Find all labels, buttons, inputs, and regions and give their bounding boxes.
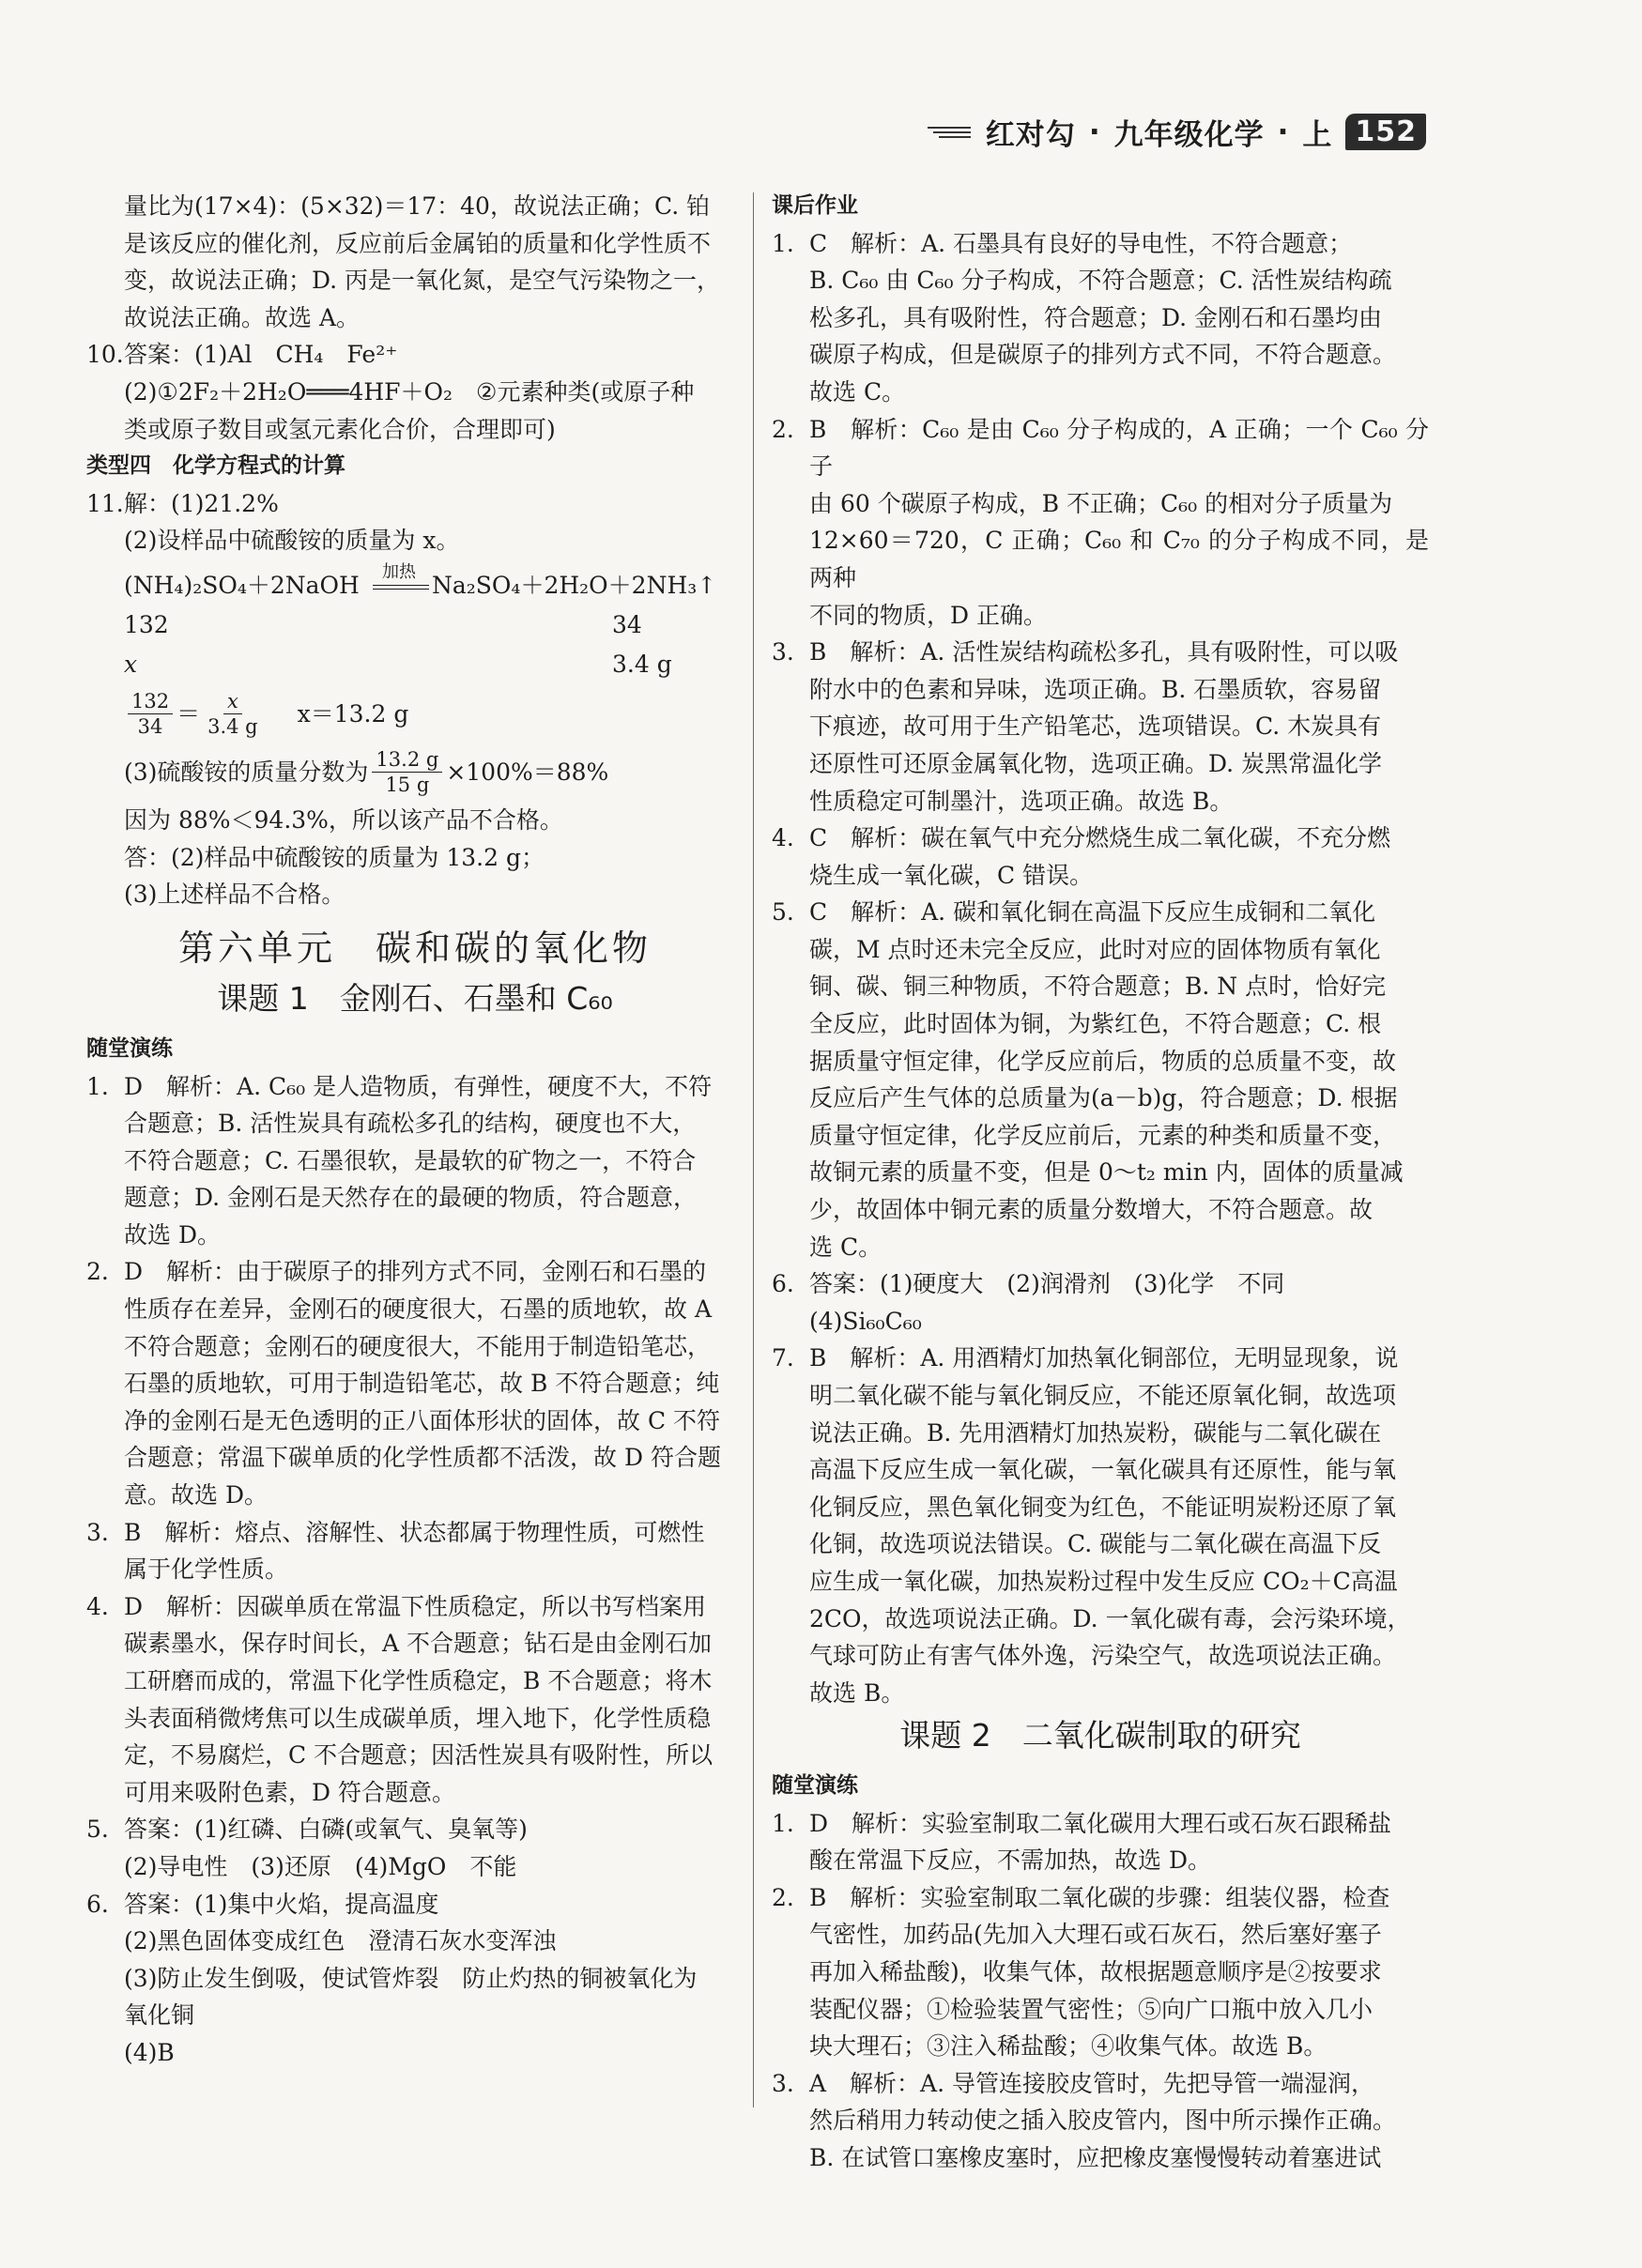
text-line: (3)防止发生倒吸，使试管炸裂 防止灼热的铜被氧化为 xyxy=(124,1964,698,1992)
text-line: B. C₆₀ 由 C₆₀ 分子构成，不符合题意；C. 活性炭结构疏 xyxy=(809,267,1392,295)
text-line: 还原性可还原金属氧化物，选项正确。D. 炭黑常温化学 xyxy=(809,749,1383,777)
lesson-title: 课题 1 金刚石、石墨和 C₆₀ xyxy=(217,980,613,1018)
text-line: B 解析：C₆₀ 是由 C₆₀ 分子构成的，A 正确；一个 C₆₀ 分子 xyxy=(809,415,1429,481)
page-number: 152 xyxy=(1345,114,1426,150)
unknown-x: x xyxy=(124,650,138,678)
question-number: 1. xyxy=(772,229,794,257)
unit-title: 第六单元 碳和碳的氧化物 xyxy=(177,927,652,969)
equation-arrow xyxy=(373,585,429,590)
text-line: 故说法正确。故选 A。 xyxy=(124,303,361,331)
text-line: 答案：(1)硬度大 (2)润滑剂 (3)化学 不同 xyxy=(809,1270,1285,1298)
ratio-calculation xyxy=(86,685,744,743)
answer-item xyxy=(86,1253,744,1513)
text-line: (4)Si₆₀C₆₀ xyxy=(809,1307,922,1335)
decorative-lines-icon xyxy=(926,123,973,142)
text-line: 类或原子数目或氢元素化合价，合理即可) xyxy=(124,415,556,443)
text-line: 题意；D. 金刚石是天然存在的最硬的物质，符合题意， xyxy=(124,1184,698,1212)
text-line: 故选 C。 xyxy=(809,377,906,406)
equation-unknowns xyxy=(86,646,744,685)
question-number: 10. xyxy=(86,341,124,369)
subject-name: 九年级化学 xyxy=(1113,118,1265,152)
text-line: 属于化学性质。 xyxy=(124,1555,289,1584)
text-line: 明二氧化碳不能与氧化铜反应，不能还原氧化铜，故选项 xyxy=(809,1382,1397,1409)
text-line: 石墨的质地软，可用于制造铅笔芯，故 B 不符合题意；纯 xyxy=(124,1370,720,1398)
text-line: 定，不易腐烂，C 不合题意；因活性炭具有吸附性，所以 xyxy=(124,1741,714,1770)
answer-item xyxy=(772,2065,1429,2177)
text-line: 全反应，此时固体为铜，为紫红色，不符合题意；C. 根 xyxy=(809,1010,1382,1038)
text-line: 然后稍用力转动使之插入胶皮管内，图中所示操作正确。 xyxy=(809,2107,1397,2135)
text-line: D 解析：因碳单质在常温下性质稳定，所以书写档案用 xyxy=(124,1592,707,1620)
fraction-numerator: 13.2 g xyxy=(372,747,442,773)
text-line: 2CO，故选项说法正确。D. 一氧化碳有毒，会污染环境， xyxy=(809,1604,1411,1632)
fraction-denominator: 15 g xyxy=(385,774,430,797)
equation-reactants: (NH₄)₂SO₄＋2NaOH xyxy=(124,571,360,599)
text-line: 答案：(1)Al CH₄ Fe²⁺ xyxy=(124,341,398,369)
text-line: 高温下反应生成一氧化碳，一氧化碳具有还原性，能与氧 xyxy=(809,1456,1397,1484)
question-number: 1. xyxy=(86,1072,109,1100)
fraction-numerator: x xyxy=(223,689,242,714)
answer-item xyxy=(86,1886,744,2072)
text-line: 故铜元素的质量不变，但是 0～t₂ min 内，固体的质量减 xyxy=(809,1158,1404,1187)
text-line: 酸在常温下反应，不需加热，故选 D。 xyxy=(809,1847,1211,1875)
answer-item xyxy=(772,225,1429,411)
text-line: (4)B xyxy=(124,2038,175,2066)
section-label-practice: 随堂演练 xyxy=(86,1035,173,1061)
text-line: (2)设样品中硫酸铵的质量为 x。 xyxy=(124,527,460,555)
text-line: 下痕迹，故可用于生产铅笔芯，选项错误。C. 木炭具有 xyxy=(809,713,1382,741)
chemical-equation xyxy=(86,561,744,606)
text-line: 答案：(1)集中火焰，提高温度 xyxy=(124,1890,439,1918)
text-line: 12×60＝720，C 正确；C₆₀ 和 C₇₀ 的分子构成不同，是两种 xyxy=(809,527,1429,591)
text-line: C 解析：A. 石墨具有良好的导电性，不符合题意； xyxy=(809,229,1353,257)
text-line: 氧化铜 xyxy=(124,2001,195,2030)
answer-item xyxy=(86,1588,744,1812)
text-line: 不符合题意；金刚石的硬度很大，不能用于制造铅笔芯， xyxy=(124,1332,712,1360)
right-column xyxy=(772,188,1429,2176)
question-number: 2. xyxy=(772,1883,794,1911)
mass-ammonium-sulfate: 132 xyxy=(124,610,169,638)
text-line: 工研磨而成的，常温下化学性质稳定，B 不合题意；将木 xyxy=(124,1667,713,1694)
intro-paragraph xyxy=(86,188,744,336)
text-line: 头表面稍微烤焦可以生成碳单质，埋入地下，化学性质稳 xyxy=(124,1704,712,1732)
text-line: 烧生成一氧化碳，C 错误。 xyxy=(809,861,1094,889)
text-line: 意。故选 D。 xyxy=(124,1481,268,1509)
equals-sign: ＝ xyxy=(176,700,201,728)
equation-products: Na₂SO₄＋2H₂O＋2NH₃↑ xyxy=(432,571,717,599)
text-line: D 解析：A. C₆₀ 是人造物质，有弹性，硬度不大，不符 xyxy=(124,1072,713,1100)
text-line: 化铜反应，黑色氧化铜变为红色，不能证明炭粉还原了氧 xyxy=(809,1493,1397,1521)
answer-item xyxy=(86,1068,744,1254)
text-line: 碳原子构成，但是碳原子的排列方式不同，不符合题意。 xyxy=(809,341,1397,369)
text-line: C 解析：A. 碳和氧化铜在高温下反应生成铜和二氧化 xyxy=(809,898,1376,927)
text-line: B. 在试管口塞橡皮塞时，应把橡皮塞慢慢转动着塞进试 xyxy=(809,2143,1382,2171)
answer-item xyxy=(772,894,1429,1265)
text-line: 合题意；B. 活性炭具有疏松多孔的结构，硬度也不大， xyxy=(124,1110,697,1138)
text-line: 应生成一氧化碳，加热炭粉过程中发生反应 CO₂＋C高温 xyxy=(809,1567,1398,1595)
text-line: D 解析：实验室制取二氧化碳用大理石或石灰石跟稀盐 xyxy=(809,1809,1392,1837)
text-line: 化铜，故选项说法错误。C. 碳能与二氧化碳在高温下反 xyxy=(809,1530,1382,1558)
text-line: 铜、碳、铜三种物质，不符合题意；B. N 点时，恰好完 xyxy=(809,973,1387,1001)
text-line: B 解析：A. 用酒精灯加热氧化铜部位，无明显现象，说 xyxy=(809,1344,1399,1372)
answer-item xyxy=(772,820,1429,894)
text-line: 气球可防止有害气体外逸，污染空气，故选项说法正确。 xyxy=(809,1642,1397,1670)
question-number: 1. xyxy=(772,1809,794,1837)
question-number: 7. xyxy=(772,1344,794,1372)
question-number: 4. xyxy=(772,824,794,852)
answer-item xyxy=(772,1879,1429,2065)
question-number: 3. xyxy=(86,1518,109,1546)
text-line: 性质存在差异，金刚石的硬度很大，石墨的质地软，故 A xyxy=(124,1295,713,1324)
text-line: 碳，M 点时还未完全反应，此时对应的固体物质有氧化 xyxy=(809,935,1381,963)
mass-fraction-prefix: (3)硫酸铵的质量分数为 xyxy=(124,759,369,787)
fraction-numerator: 132 xyxy=(128,689,173,714)
header-separator: · xyxy=(1088,115,1101,149)
text-line: 可用来吸附色素，D 符合题意。 xyxy=(124,1778,455,1806)
equation-condition: 加热 xyxy=(382,561,416,582)
text-line: 碳素墨水，保存时间长，A 不合题意；钻石是由金刚石加 xyxy=(124,1630,713,1658)
page-header xyxy=(926,111,1426,153)
question-11 xyxy=(86,485,744,559)
text-line: 不同的物质，D 正确。 xyxy=(809,601,1047,629)
mass-fraction-calculation xyxy=(86,743,744,802)
text-line: (2)①2F₂＋2H₂O═══4HF＋O₂ ②元素种类(或原子种 xyxy=(124,377,695,406)
text-line: 块大理石；③注入稀盐酸；④收集气体。故选 B。 xyxy=(809,2032,1327,2061)
known-ammonia-mass: 3.4 g xyxy=(612,650,672,678)
text-line: (2)导电性 (3)还原 (4)MgO 不能 xyxy=(124,1852,517,1880)
text-line: D 解析：由于碳原子的排列方式不同，金刚石和石墨的 xyxy=(124,1258,707,1286)
fraction-denominator: 34 xyxy=(137,715,163,739)
text-line: 因为 88%＜94.3%，所以该产品不合格。 xyxy=(124,805,563,834)
text-line: 附水中的色素和异味，选项正确。B. 石墨质软，容易留 xyxy=(809,675,1382,703)
conclusion xyxy=(86,802,744,913)
ratio-result: x＝13.2 g xyxy=(297,700,409,728)
text-line: A 解析：A. 导管连接胶皮管时，先把导管一端湿润， xyxy=(809,2069,1375,2097)
text-line: B 解析：熔点、溶解性、状态都属于物理性质，可燃性 xyxy=(124,1518,705,1546)
answer-item xyxy=(772,634,1429,820)
mass-fraction-suffix: ×100%＝88% xyxy=(446,759,609,787)
lesson-title: 课题 2 二氧化碳制取的研究 xyxy=(899,1717,1301,1755)
header-separator: · xyxy=(1277,115,1290,149)
text-line: 净的金刚石是无色透明的正八面体形状的固体，故 C 不符 xyxy=(124,1406,721,1434)
text-line: 气密性，加药品(先加入大理石或石灰石，然后塞好塞子 xyxy=(809,1921,1382,1949)
question-number: 5. xyxy=(86,1816,109,1844)
question-number: 2. xyxy=(86,1258,109,1286)
text-line: 再加入稀盐酸)，收集气体，故根据题意顺序是②按要求 xyxy=(809,1957,1382,1985)
text-line: 是该反应的催化剂，反应前后金属铂的质量和化学性质不 xyxy=(124,229,712,257)
question-number: 3. xyxy=(772,2069,794,2097)
answer-item xyxy=(86,1514,744,1588)
text-line: 解：(1)21.2% xyxy=(124,489,279,517)
text-line: B 解析：A. 活性炭结构疏松多孔，具有吸附性，可以吸 xyxy=(809,638,1399,667)
answer-item xyxy=(772,1265,1429,1340)
text-line: 性质稳定可制墨汁，选项正确。故选 B。 xyxy=(809,787,1234,815)
text-line: 松多孔，具有吸附性，符合题意；D. 金刚石和石墨均由 xyxy=(809,303,1383,331)
text-line: 质量守恒定律，化学反应前后，元素的种类和质量不变， xyxy=(809,1121,1397,1149)
text-line: B 解析：实验室制取二氧化碳的步骤：组装仪器，检查 xyxy=(809,1883,1390,1911)
question-number: 3. xyxy=(772,638,794,667)
text-line: 答：(2)样品中硫酸铵的质量为 13.2 g； xyxy=(124,843,545,871)
text-line: 说法正确。B. 先用酒精灯加热炭粉，碳能与二氧化碳在 xyxy=(809,1418,1382,1447)
section-label-homework: 课后作业 xyxy=(772,193,858,218)
question-number: 6. xyxy=(86,1890,109,1918)
text-line: C 解析：碳在氧气中充分燃烧生成二氧化碳，不充分燃 xyxy=(809,824,1391,852)
text-line: 选 C。 xyxy=(809,1233,882,1261)
answer-item xyxy=(772,1805,1429,1879)
text-line: 故选 B。 xyxy=(809,1678,905,1707)
answer-item xyxy=(772,411,1429,635)
question-number: 4. xyxy=(86,1592,109,1620)
question-number: 2. xyxy=(772,415,794,443)
text-line: 少，故固体中铜元素的质量分数增大，不符合题意。故 xyxy=(809,1196,1373,1224)
text-line: 由 60 个碳原子构成，B 不正确；C₆₀ 的相对分子质量为 xyxy=(809,489,1393,517)
text-line: 量比为(17×4)：(5×32)＝17：40，故说法正确；C. 铂 xyxy=(124,192,711,220)
question-number: 6. xyxy=(772,1270,794,1298)
text-line: 故选 D。 xyxy=(124,1220,221,1249)
section-label-type4: 类型四 化学方程式的计算 xyxy=(86,453,345,479)
question-number: 11. xyxy=(86,489,124,517)
section-label-practice: 随堂演练 xyxy=(772,1772,858,1798)
equation-masses xyxy=(86,606,744,646)
text-line: 装配仪器；①检验装置气密性；⑤向广口瓶中放入几小 xyxy=(809,1995,1373,2023)
left-column xyxy=(86,188,744,2072)
volume-name: 上 xyxy=(1302,118,1333,152)
answer-item xyxy=(86,1811,744,1885)
fraction-denominator: 3.4 g xyxy=(207,715,258,739)
column-divider xyxy=(753,192,754,2107)
fraction xyxy=(204,689,262,739)
text-line: 变，故说法正确；D. 丙是一氧化氮，是空气污染物之一， xyxy=(124,267,721,295)
text-line: 答案：(1)红磷、白磷(或氧气、臭氧等) xyxy=(124,1816,528,1844)
text-line: 不符合题意；C. 石墨很软，是最软的矿物之一，不符合 xyxy=(124,1146,697,1174)
text-line: (3)上述样品不合格。 xyxy=(124,881,345,909)
fraction xyxy=(128,689,173,739)
mass-ammonia: 34 xyxy=(612,610,642,638)
text-line: 据质量守恒定律，化学反应前后，物质的总质量不变，故 xyxy=(809,1047,1397,1075)
fraction xyxy=(372,747,442,797)
brand-name: 红对勾 xyxy=(985,118,1076,152)
text-line: (2)黑色固体变成红色 澄清石灰水变浑浊 xyxy=(124,1927,557,1955)
text-line: 合题意；常温下碳单质的化学性质都不活泼，故 D 符合题 xyxy=(124,1444,721,1472)
text-line: 反应后产生气体的总质量为(a－b)g，符合题意；D. 根据 xyxy=(809,1084,1398,1112)
question-number: 5. xyxy=(772,898,794,927)
answer-item xyxy=(772,1340,1429,1711)
question-10 xyxy=(86,336,744,448)
